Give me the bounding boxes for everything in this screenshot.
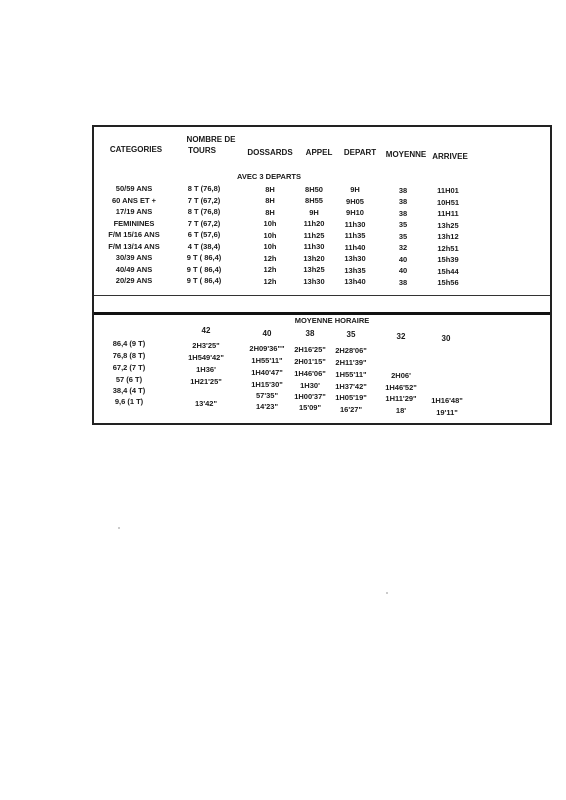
cell-moyenne: 38 xyxy=(398,277,408,287)
cell-categorie: 60 ANS ET + xyxy=(111,195,157,205)
cell-dossards: 8H xyxy=(265,184,275,194)
divider-line xyxy=(94,295,550,296)
cell-moyenne: 38 xyxy=(398,208,408,218)
speed-35: 35 xyxy=(346,330,356,339)
cell-moyenne: 35 xyxy=(398,220,408,230)
cell-depart: 9H05 xyxy=(346,196,364,206)
time-cell: 1H37'42" xyxy=(335,382,367,391)
cell-tours: 4 T (38,4) xyxy=(187,241,221,251)
cell-moyenne: 35 xyxy=(398,231,408,241)
cell-tours: 7 T (67,2) xyxy=(187,195,221,205)
cell-tours: 8 T (76,8) xyxy=(187,184,221,193)
cell-moyenne: 38 xyxy=(398,197,408,207)
time-cell: 2H09'36"" xyxy=(249,344,285,353)
cell-dossards: 10h xyxy=(263,242,277,252)
schedule-sheet xyxy=(92,125,552,425)
distance-label: 86,4 (9 T) xyxy=(112,339,146,348)
time-cell: 1H36' xyxy=(196,365,216,374)
time-cell: 1H46'52" xyxy=(385,383,417,392)
cell-depart: 9H10 xyxy=(346,208,364,218)
cell-appel: 13h25 xyxy=(303,265,325,275)
header-nombre-de: NOMBRE DE xyxy=(186,135,236,144)
time-cell: 18' xyxy=(395,406,407,415)
header-dossards: DOSSARDS xyxy=(247,148,293,157)
cell-depart: 11h35 xyxy=(344,231,366,241)
cell-arrivee: 12h51 xyxy=(437,243,459,253)
time-cell: 2H16'25" xyxy=(294,345,326,354)
cell-categorie: 40/49 ANS xyxy=(115,264,153,274)
cell-tours: 6 T (57,6) xyxy=(187,230,221,239)
time-cell: 57'35" xyxy=(255,391,279,400)
cell-categorie: F/M 13/14 ANS xyxy=(108,241,160,251)
time-cell: 1H40'47" xyxy=(251,368,283,377)
header-categories: CATEGORIES xyxy=(109,145,163,154)
cell-moyenne: 32 xyxy=(398,243,408,253)
speed-38: 38 xyxy=(305,329,315,338)
cell-categorie: F/M 15/16 ANS xyxy=(108,230,160,239)
header-tours: TOURS xyxy=(188,146,216,155)
cell-appel: 11h25 xyxy=(303,230,325,240)
distance-label: 67,2 (7 T) xyxy=(112,363,146,372)
time-cell: 1H55'11" xyxy=(251,356,283,365)
cell-moyenne: 40 xyxy=(398,266,408,276)
time-cell: 1H21'25" xyxy=(190,377,222,386)
header-arrivee: ARRIVEE xyxy=(432,152,468,161)
distance-label: 76,8 (8 T) xyxy=(112,351,146,360)
cell-tours: 9 T ( 86,4) xyxy=(186,253,222,262)
speed-30: 30 xyxy=(441,334,451,343)
cell-tours: 7 T (67,2) xyxy=(187,218,221,228)
cell-dossards: 8H xyxy=(265,207,275,217)
section-title: AVEC 3 DEPARTS xyxy=(237,172,301,181)
cell-appel: 8H55 xyxy=(305,196,323,206)
cell-dossards: 12h xyxy=(263,276,277,286)
header-depart: DEPART xyxy=(343,148,377,157)
cell-appel: 8H50 xyxy=(305,184,323,194)
distance-label: 9,6 (1 T) xyxy=(114,397,144,406)
scan-speck xyxy=(386,592,388,594)
time-cell: 1H05'19" xyxy=(335,393,367,402)
time-cell: 1H549'42" xyxy=(188,353,224,362)
time-cell: 1H30' xyxy=(300,381,320,390)
cell-dossards: 12h xyxy=(263,253,277,263)
divider-thick-line xyxy=(94,312,550,315)
cell-tours: 9 T ( 86,4) xyxy=(186,276,222,285)
cell-dossards: 8H xyxy=(265,196,275,206)
cell-appel: 11h20 xyxy=(303,219,325,229)
cell-appel: 9H xyxy=(309,207,319,217)
cell-arrivee: 10H51 xyxy=(436,197,460,207)
cell-appel: 13h20 xyxy=(303,253,325,263)
cell-moyenne: 40 xyxy=(398,254,408,264)
cell-depart: 11h30 xyxy=(344,219,366,229)
cell-tours: 8 T (76,8) xyxy=(187,207,221,216)
time-cell: 1H00'37" xyxy=(294,392,326,401)
time-cell: 19'11" xyxy=(436,408,458,417)
time-cell: 2H3'25" xyxy=(192,341,220,350)
cell-appel: 11h30 xyxy=(303,242,325,252)
cell-depart: 13h40 xyxy=(344,277,366,287)
time-cell: 15'09" xyxy=(298,403,322,412)
time-cell: 1H16'48" xyxy=(431,396,463,405)
cell-arrivee: 11H11 xyxy=(437,209,459,219)
time-cell: 2H06' xyxy=(391,371,411,380)
cell-categorie: 20/29 ANS xyxy=(115,276,153,285)
cell-categorie: 30/39 ANS xyxy=(115,253,153,262)
speed-32: 32 xyxy=(396,332,406,341)
distance-label: 57 (6 T) xyxy=(115,375,143,384)
time-cell: 1H46'06" xyxy=(294,369,326,378)
time-cell: 14'23" xyxy=(255,402,279,411)
cell-depart: 13h35 xyxy=(344,265,366,275)
cell-arrivee: 11H01 xyxy=(437,186,459,196)
cell-appel: 13h30 xyxy=(303,276,325,286)
time-cell: 13'42" xyxy=(194,399,218,408)
cell-categorie: 50/59 ANS xyxy=(115,184,153,193)
cell-depart: 13h30 xyxy=(344,254,366,264)
cell-categorie: 17/19 ANS xyxy=(115,207,153,216)
cell-categorie: FEMININES xyxy=(113,218,155,228)
cell-depart: 9H xyxy=(350,185,360,195)
cell-arrivee: 15h44 xyxy=(437,266,459,276)
cell-tours: 9 T ( 86,4) xyxy=(186,264,222,274)
cell-arrivee: 13h25 xyxy=(437,220,459,230)
header-appel: APPEL xyxy=(305,148,333,157)
header-moyenne: MOYENNE xyxy=(385,150,427,159)
cell-arrivee: 15h39 xyxy=(437,255,459,265)
time-cell: 1H15'30" xyxy=(251,380,283,389)
moyenne-horaire-title: MOYENNE HORAIRE xyxy=(294,316,370,325)
time-cell: 2H28'06" xyxy=(335,346,367,355)
cell-dossards: 10h xyxy=(263,230,277,240)
cell-moyenne: 38 xyxy=(398,185,408,195)
time-cell: 1H11'29" xyxy=(385,394,417,403)
distance-label: 38,4 (4 T) xyxy=(112,386,146,395)
time-cell: 2H01'15" xyxy=(294,357,326,366)
cell-arrivee: 15h56 xyxy=(437,278,459,288)
cell-arrivee: 13h12 xyxy=(437,232,459,242)
speed-42: 42 xyxy=(201,326,211,335)
speed-40: 40 xyxy=(262,329,272,338)
cell-dossards: 12h xyxy=(263,265,277,275)
cell-dossards: 10h xyxy=(263,219,277,229)
time-cell: 2H11'39" xyxy=(335,358,367,367)
time-cell: 16'27" xyxy=(339,405,363,414)
time-cell: 1H55'11" xyxy=(335,370,367,379)
scan-speck xyxy=(118,527,120,529)
cell-depart: 11h40 xyxy=(344,242,366,252)
